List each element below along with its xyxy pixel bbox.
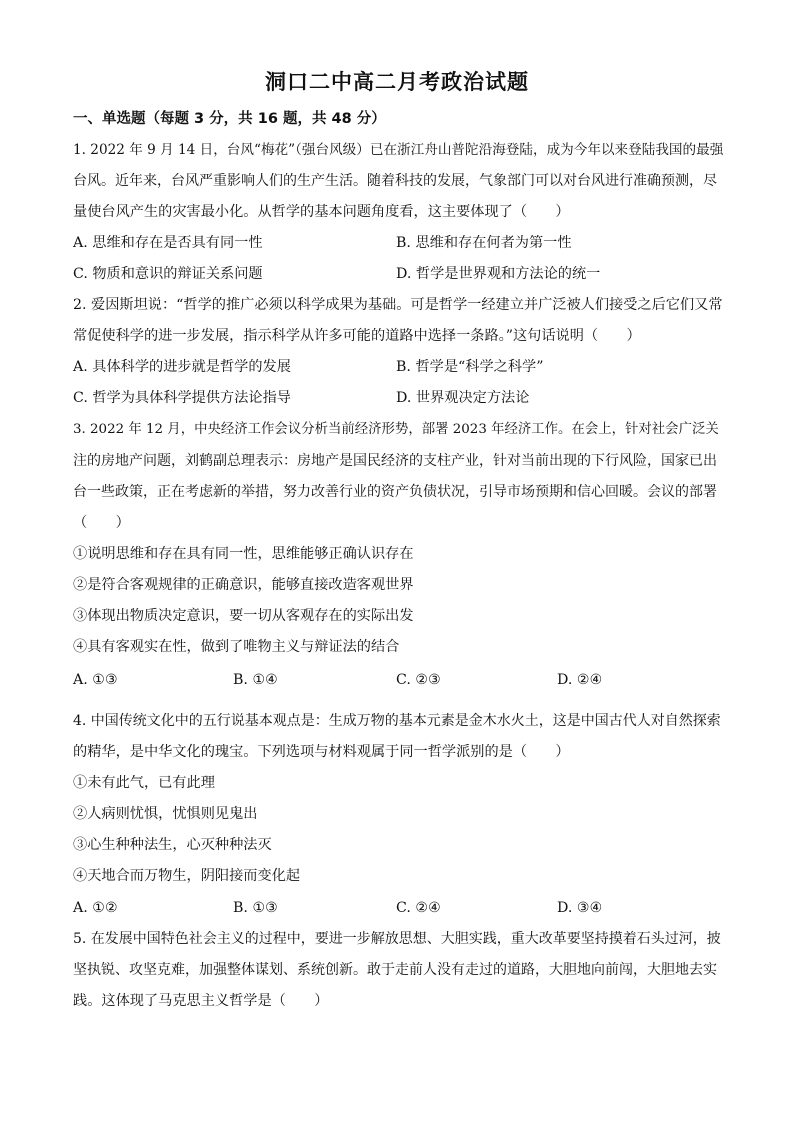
question-3-item-3: ③体现出物质决定意识，要一切从客观存在的实际出发 [73,608,414,624]
question-4-item-3: ③心生种种法生，心灭种种法灭 [73,837,272,853]
question-1-line-1: 1. 2022 年 9 月 14 日，台风“梅花”（强台风级）已在浙江舟山普陀沿海登陆，成为今年以来登陆我国的最强 [73,142,724,158]
question-3-item-1: ①说明思维和存在具有同一性，思维能够正确认识存在 [73,546,414,562]
question-2-option-a: A. 具体科学的进步就是哲学的发展 [73,359,291,375]
question-4-item-1: ①未有此气，已有此理 [73,775,215,791]
question-1-option-b: B. 思维和存在何者为第一性 [396,235,572,251]
question-1-option-c: C. 物质和意识的辩证关系问题 [73,266,263,282]
question-4-line-1: 4. 中国传统文化中的五行说基本观点是：生成万物的基本元素是金木水火土，这是中国古代人对自然探索 [73,713,721,729]
question-3-option-a: A. ①③ [73,672,118,688]
question-5-line-2: 坚执锐、攻坚克难，加强整体谋划、系统创新。敢于走前人没有走过的道路，大胆地向前闯，大胆地去实 [73,962,717,978]
question-4-option-d: D. ③④ [557,900,603,916]
page-title: 洞口二中高二月考政治试题 [265,70,529,94]
question-4-option-b: B. ①③ [233,900,278,916]
question-3-line-4: （ ） [73,515,130,531]
question-4-option-c: C. ②④ [396,900,441,916]
question-3-line-1: 3. 2022 年 12 月，中央经济工作会议分析当前经济形势，部署 2023 年经济工作。在会上，针对社会广泛关 [73,422,719,437]
section-heading: 一、单选题（每题 3 分，共 16 题，共 48 分） [73,111,386,127]
question-4-option-a: A. ①② [73,900,118,916]
question-3-line-2: 注的房地产问题，刘鹤副总理表示：房地产是国民经济的支柱产业，针对当前出现的下行风险，国家已出 [73,453,717,469]
question-3-line-3: 台一些政策，正在考虑新的举措，努力改善行业的资产负债状况，引导市场预期和信心回暖。会议的部署 [73,484,717,500]
question-5-line-3: 践。这体现了马克思主义哲学是（ ） [73,993,329,1009]
question-4-line-2: 的精华，是中华文化的瑰宝。下列选项与材料观属于同一哲学派别的是（ ） [73,744,570,760]
question-3-item-2: ②是符合客观规律的正确意识，能够直接改造客观世界 [73,577,414,593]
question-2-line-2: 常促使科学的进一步发展，指示科学从许多可能的道路中选择一条路。”这句话说明（ ） [73,328,641,344]
question-3-option-b: B. ①④ [233,672,278,688]
question-1-line-3: 量使台风产生的灾害最小化。从哲学的基本问题角度看，这主要体现了（ ） [73,204,570,220]
question-5-line-1: 5. 在发展中国特色社会主义的过程中，要进一步解放思想、大胆实践，重大改革要坚持摸着石头过河，披 [73,931,721,947]
question-2-option-b: B. 哲学是“科学之科学” [396,359,544,375]
question-2-option-c: C. 哲学为具体科学提供方法论指导 [73,390,291,406]
question-3-option-c: C. ②③ [396,672,441,688]
question-3-option-d: D. ②④ [557,672,603,688]
question-1-option-a: A. 思维和存在是否具有同一性 [73,235,263,251]
question-4-item-4: ④天地合而万物生，阴阳接而变化起 [73,868,301,884]
question-4-item-2: ②人病则忧惧，忧惧则见鬼出 [73,806,258,822]
question-2-option-d: D. 世界观决定方法论 [396,390,530,406]
question-1-line-2: 台风。近年来，台风严重影响人们的生产生活。随着科技的发展，气象部门可以对台风进行准确预测，尽 [73,173,717,189]
question-3-item-4: ④具有客观实在性，做到了唯物主义与辩证法的结合 [73,639,400,655]
question-1-option-d: D. 哲学是世界观和方法论的统一 [396,266,601,282]
question-2-line-1: 2. 爱因斯坦说：“哲学的推广必须以科学成果为基础。可是哲学一经建立并广泛被人们接受之后它们又常 [73,297,723,313]
